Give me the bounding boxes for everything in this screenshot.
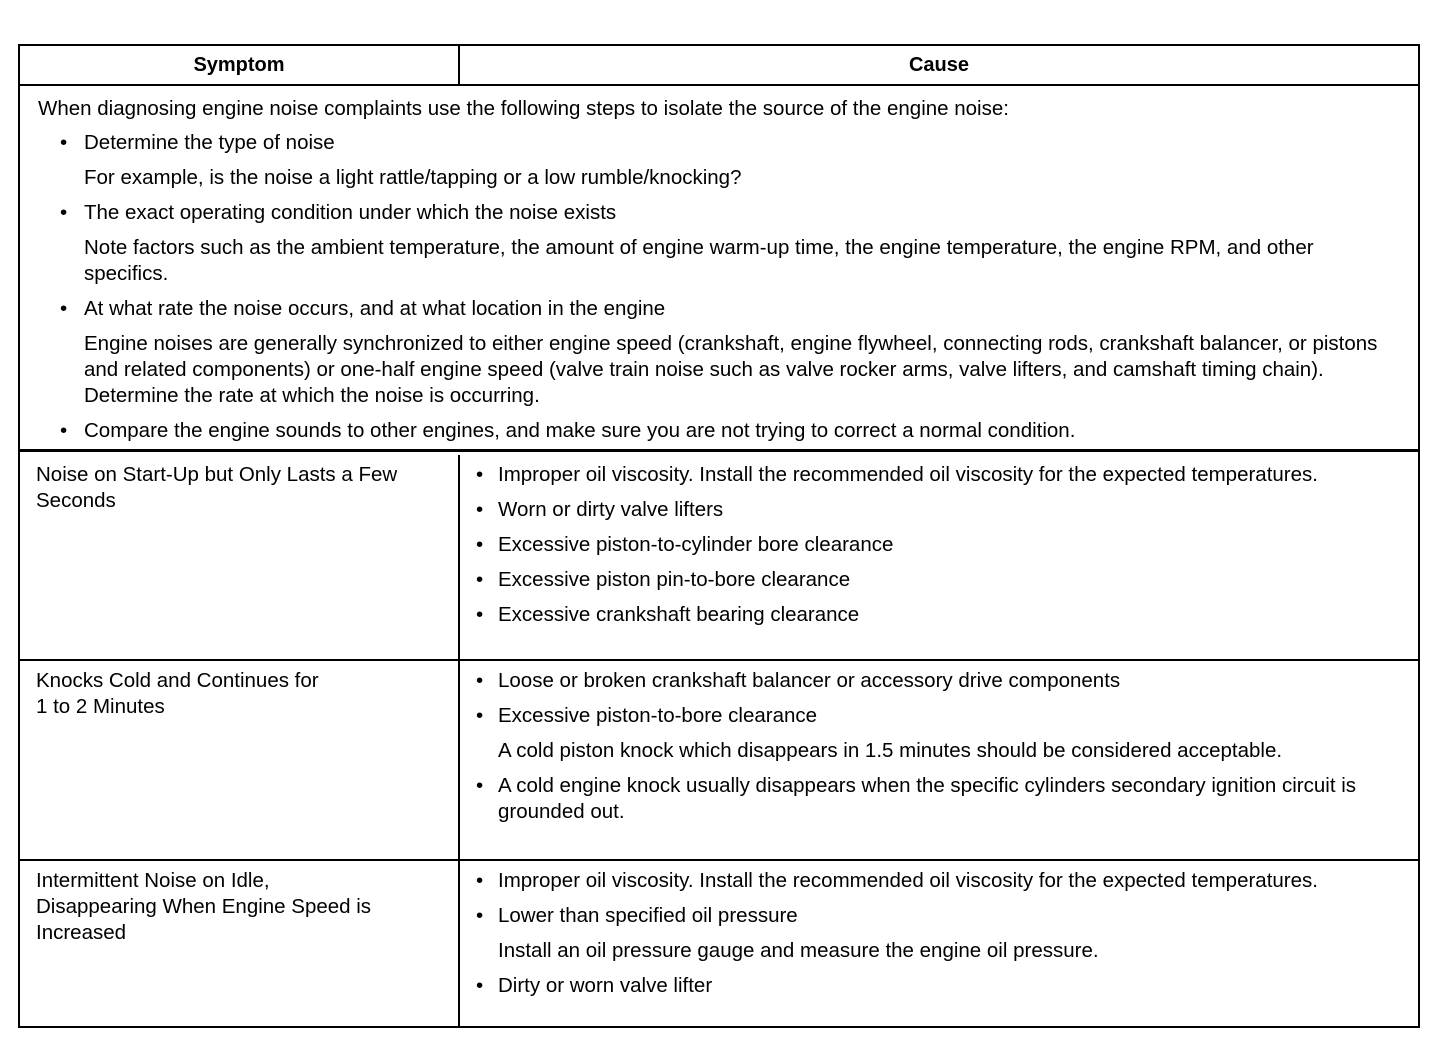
diagnosis-intro-row (20, 86, 1418, 452)
table-row (20, 455, 1418, 661)
bullet-icon: • (476, 904, 484, 927)
intro-step-note: Engine noises are generally synchronized to either engine speed (crankshaft, engine flywheel, connecting rods, crankshaft balancer, or pistons and related components) or one-half engine speed (valve train noise such as valve rocker arms, valve lifters, and camshaft timing chain). Determine the rate at which the noise is occurring. (84, 332, 1378, 407)
cause-note: A cold piston knock which disappears in 1.5 minutes should be considered acceptable. (498, 739, 1283, 762)
bullet-icon: • (60, 297, 68, 320)
noise-diagnosis-table (18, 44, 1420, 1028)
symptom-cell (20, 861, 460, 1028)
intro-step-text: Determine the type of noise (84, 131, 335, 154)
intro-step (60, 200, 1400, 287)
cause-item (476, 602, 1388, 628)
intro-step-note: Note factors such as the ambient temperature, the amount of engine warm-up time, the engine temperature, the engine RPM, and other specifics. (84, 236, 1314, 285)
cause-item (476, 462, 1388, 488)
cause-text: Excessive crankshaft bearing clearance (498, 603, 860, 626)
bullet-icon: • (476, 774, 484, 797)
cause-text: Loose or broken crankshaft balancer or accessory drive components (498, 669, 1121, 692)
symptom-line: Increased (36, 921, 127, 944)
cause-item (476, 567, 1388, 593)
table-header-row (20, 46, 1418, 86)
cause-cell (460, 861, 1418, 1028)
bullet-icon: • (476, 869, 484, 892)
intro-step (60, 130, 1400, 191)
cause-item (476, 703, 1388, 764)
cause-text: Improper oil viscosity. Install the recommended oil viscosity for the expected temperatures. (498, 869, 1318, 892)
cause-text: Lower than specified oil pressure (498, 904, 798, 927)
table-row (20, 861, 1418, 1028)
cause-cell (460, 661, 1418, 859)
cause-text: Excessive piston-to-bore clearance (498, 704, 818, 727)
intro-step-note: For example, is the noise a light rattle/tapping or a low rumble/knocking? (84, 166, 742, 189)
cause-text: Worn or dirty valve lifters (498, 498, 724, 521)
symptom-line: Intermittent Noise on Idle, (36, 869, 270, 892)
intro-step-text: The exact operating condition under which the noise exists (84, 201, 617, 224)
cause-item (476, 903, 1388, 964)
bullet-icon: • (476, 603, 484, 626)
cause-text: Excessive piston-to-cylinder bore clearance (498, 533, 894, 556)
symptom-cell (20, 661, 460, 859)
bullet-icon: • (476, 669, 484, 692)
bullet-icon: • (476, 463, 484, 486)
cause-column-header: Cause (908, 54, 970, 76)
symptom-line: 1 to 2 Minutes (36, 695, 165, 718)
cause-cell (460, 455, 1418, 659)
intro-step-text: At what rate the noise occurs, and at what location in the engine (84, 297, 666, 320)
bullet-icon: • (476, 498, 484, 521)
symptom-line: Disappearing When Engine Speed is (36, 895, 372, 918)
bullet-icon: • (476, 533, 484, 556)
table-row (20, 661, 1418, 861)
symptom-column-header: Symptom (20, 46, 460, 84)
intro-lead-text: When diagnosing engine noise complaints use the following steps to isolate the source of the engine noise: (38, 97, 1009, 120)
bullet-icon: • (60, 419, 68, 442)
bullet-icon: • (60, 131, 68, 154)
intro-step (60, 296, 1400, 409)
bullet-icon: • (60, 201, 68, 224)
intro-step-text: Compare the engine sounds to other engines, and make sure you are not trying to correct a normal condition. (84, 419, 1076, 442)
bullet-icon: • (476, 568, 484, 591)
cause-item (476, 532, 1388, 558)
cause-note: Install an oil pressure gauge and measure the engine oil pressure. (498, 939, 1099, 962)
cause-text: Dirty or worn valve lifter (498, 974, 713, 997)
bullet-icon: • (476, 974, 484, 997)
cause-text: Excessive piston pin-to-bore clearance (498, 568, 851, 591)
cause-item (476, 668, 1388, 694)
symptom-line: Knocks Cold and Continues for (36, 669, 319, 692)
cause-text: A cold engine knock usually disappears when the specific cylinders secondary ignition circuit is grounded out. (498, 774, 1357, 823)
intro-step (60, 418, 1400, 444)
cause-item (476, 773, 1388, 825)
cause-item (476, 868, 1388, 894)
cause-text: Improper oil viscosity. Install the recommended oil viscosity for the expected temperatures. (498, 463, 1318, 486)
symptom-cell: Noise on Start-Up but Only Lasts a Few Seconds (20, 455, 460, 659)
bullet-icon: • (476, 704, 484, 727)
cause-item (476, 973, 1388, 999)
cause-item (476, 497, 1388, 523)
